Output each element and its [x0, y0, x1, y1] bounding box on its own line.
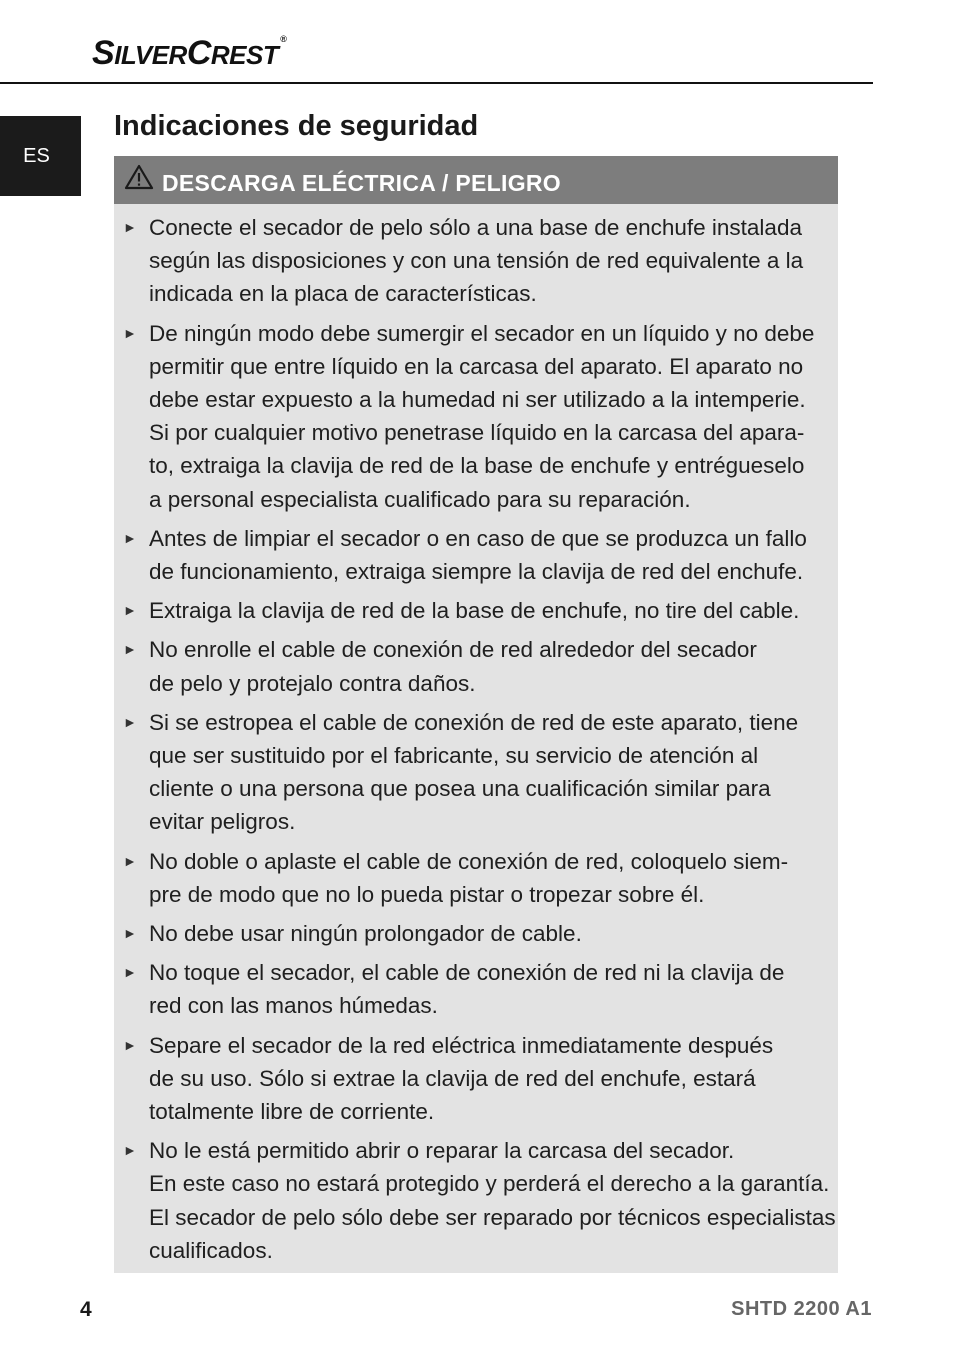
- bullet-arrow-icon: ►: [123, 219, 137, 235]
- list-item-line: En este caso no estará protegido y perderá el derecho a la garantía.: [149, 1171, 830, 1197]
- list-item-line: evitar peligros.: [149, 809, 296, 835]
- list-item-line: de su uso. Sólo si extrae la clavija de red del enchufe, estará: [149, 1065, 756, 1091]
- bullet-arrow-icon: ►: [123, 1036, 137, 1053]
- list-item-line: red con las manos húmedas.: [149, 993, 438, 1019]
- list-item-line: a personal especialista cualificado para su reparación.: [149, 486, 691, 512]
- header-divider: [0, 82, 873, 84]
- language-tab: ES: [0, 116, 81, 196]
- list-item-line: El secador de pelo sólo debe ser reparado por técnicos especialistas: [149, 1204, 836, 1230]
- list-item: [114, 594, 830, 627]
- list-item-line: Extraiga la clavija de red de la base de enchufe, no tire del cable.: [149, 598, 800, 624]
- list-item: [114, 956, 830, 1022]
- list-item-line: No doble o aplaste el cable de conexión de red, coloquelo siem-: [149, 848, 789, 874]
- list-item: [114, 522, 830, 588]
- warning-header: [114, 156, 838, 204]
- list-item-line: Separe el secador de la red eléctrica inmediatamente después: [149, 1032, 774, 1058]
- list-item-line: Si se estropea el cable de conexión de red de este aparato, tiene: [149, 709, 799, 735]
- list-item-line: pre de modo que no lo pueda pistar o tropezar sobre él.: [149, 881, 705, 907]
- brand-logo: SILVERCREST®: [92, 34, 287, 72]
- list-item: [114, 211, 830, 311]
- bullet-arrow-icon: ►: [123, 529, 137, 546]
- list-item-line: indicada en la placa de características.: [149, 281, 537, 307]
- list-item-line: to, extraiga la clavija de red de la base de enchufe y entrégueselo: [149, 453, 805, 479]
- bullet-arrow-icon: ►: [123, 852, 137, 869]
- list-item: [114, 1134, 836, 1267]
- model-number: SHTD 2200 A1: [731, 1298, 872, 1320]
- bullet-arrow-icon: ►: [123, 602, 137, 619]
- list-item: [114, 633, 830, 699]
- list-item-line: según las disposiciones y con una tensión de red equivalente a la: [149, 248, 804, 274]
- list-item-line: Si por cualquier motivo penetrase líquido en la carcasa del apara-: [149, 420, 805, 446]
- list-item-line: cualificados.: [149, 1237, 273, 1263]
- list-item: [114, 845, 830, 911]
- list-item-line: permitir que entre líquido en la carcasa del aparato. El aparato no: [149, 353, 804, 379]
- warning-title: DESCARGA ELÉCTRICA / PELIGRO: [162, 169, 561, 196]
- list-item-line: De ningún modo debe sumergir el secador en un líquido y no debe: [149, 320, 815, 346]
- list-item: [114, 1029, 830, 1129]
- bullet-arrow-icon: ►: [123, 324, 137, 341]
- warning-box: [114, 156, 838, 1273]
- list-item-line: No le está permitido abrir o reparar la carcasa del secador.: [149, 1138, 735, 1164]
- bullet-arrow-icon: ►: [123, 964, 137, 981]
- bullet-arrow-icon: ►: [123, 925, 137, 942]
- list-item-line: Antes de limpiar el secador o en caso de que se produzca un fallo: [149, 525, 807, 551]
- bullet-arrow-icon: ►: [123, 1142, 137, 1159]
- list-item-line: No toque el secador, el cable de conexión de red ni la clavija de: [149, 960, 785, 986]
- section-title: Indicaciones de seguridad: [114, 110, 479, 142]
- list-item-line: totalmente libre de corriente.: [149, 1099, 435, 1125]
- safety-list: [114, 204, 838, 1267]
- list-item-line: Conecte el secador de pelo sólo a una base de enchufe instalada: [149, 215, 802, 240]
- bullet-arrow-icon: ►: [123, 713, 137, 730]
- page-number: 4: [80, 1298, 92, 1321]
- list-item-line: de pelo y protejalo contra daños.: [149, 670, 476, 696]
- list-item-line: de funcionamiento, extraiga siempre la clavija de red del enchufe.: [149, 559, 804, 585]
- bullet-arrow-icon: ►: [123, 641, 137, 658]
- list-item-line: No debe usar ningún prolongador de cable.: [149, 921, 582, 947]
- list-item-line: que ser sustituido por el fabricante, su servicio de atención al: [149, 743, 759, 769]
- list-item: [114, 706, 830, 839]
- list-item-line: No enrolle el cable de conexión de red alrededor del secador: [149, 637, 757, 663]
- list-item: [114, 917, 830, 950]
- list-item-line: cliente o una persona que posea una cualificación similar para: [149, 776, 771, 802]
- list-item-line: debe estar expuesto a la humedad ni ser utilizado a la intemperie.: [149, 387, 806, 413]
- list-item: [114, 317, 830, 516]
- warning-triangle-icon: [124, 164, 154, 190]
